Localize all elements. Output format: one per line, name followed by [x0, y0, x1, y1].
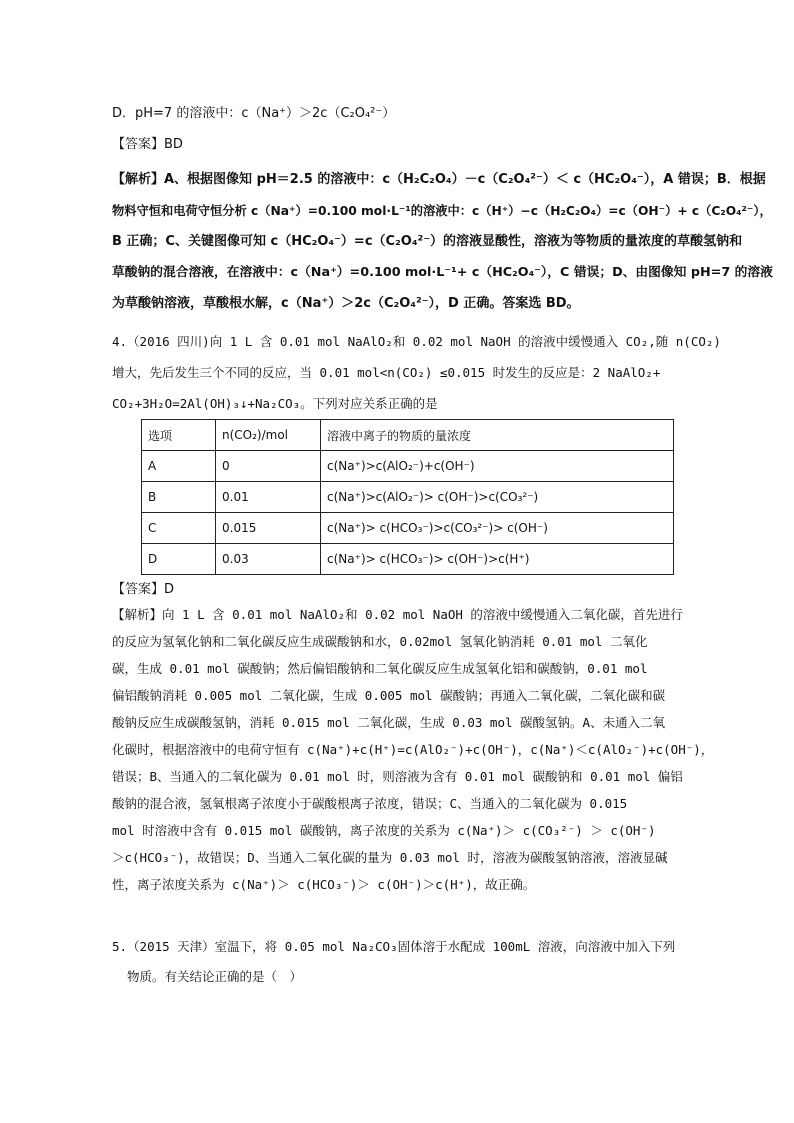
table-cell: 0	[216, 451, 321, 482]
table-cell: D	[142, 544, 216, 575]
q4-analysis-line: ＞c(HCO₃⁻)，故错误；D、当通入二氧化碳的量为 0.03 mol 时，溶液为碳酸氢钠溶液，溶液显碱	[112, 850, 668, 865]
q4-analysis-line: 偏铝酸钠消耗 0.005 mol 二氧化碳，生成 0.005 mol 碳酸钠；再通入二氧化碳，二氧化碳和碳	[112, 688, 666, 703]
q3-analysis-line: 草酸钠的混合溶液，在溶液中：c（Na⁺）=0.100 mol·L⁻¹+ c（HC₂O₄⁻），C 错误；D、由图像知 pH=7 的溶液	[112, 265, 773, 280]
table-row	[142, 451, 674, 482]
table-row	[142, 513, 674, 544]
table-cell: c(Na⁺)> c(HCO₃⁻)> c(OH⁻)>c(H⁺)	[321, 544, 674, 575]
table-cell: c(Na⁺)>c(AlO₂⁻)> c(OH⁻)>c(CO₃²⁻)	[321, 482, 674, 513]
table-cell: 0.01	[216, 482, 321, 513]
q4-options-table	[141, 419, 674, 575]
q4-analysis-line: 【解析】向 1 L 含 0.01 mol NaAlO₂和 0.02 mol NaOH 的溶液中缓慢通入二氧化碳，首先进行	[112, 607, 683, 622]
q5-stem-line: 物质。有关结论正确的是（ ）	[127, 969, 303, 984]
q3-analysis-line: 【解析】A、根据图像知 pH＝2.5 的溶液中：c（H₂C₂O₄）－c（C₂O₄²⁻）＜ c（HC₂O₄⁻），A 错误；B．根据	[112, 172, 766, 187]
table-cell: C	[142, 513, 216, 544]
q3-option-d: D．pH=7 的溶液中：c（Na⁺）＞2c（C₂O₄²⁻）	[112, 106, 396, 121]
q4-answer: 【答案】D	[112, 582, 175, 597]
q4-stem-line: CO₂+3H₂O=2Al(OH)₃↓+Na₂CO₃。下列对应关系正确的是	[112, 396, 438, 411]
q4-analysis-line: 化碳时，根据溶液中的电荷守恒有 c(Na⁺)+c(H⁺)=c(AlO₂⁻)+c(OH⁻)，c(Na⁺)＜c(AlO₂⁻)+c(OH⁻)，	[112, 742, 714, 757]
q4-analysis-line: 错误；B、当通入的二氧化碳为 0.01 mol 时，则溶液为含有 0.01 mol 碳酸钠和 0.01 mol 偏铝	[112, 769, 683, 784]
q3-analysis-line: 物料守恒和电荷守恒分析 c（Na⁺）=0.100 mol·L⁻¹的溶液中：c（H⁺）−c（H₂C₂O₄）=c（OH⁻）+ c（C₂O₄²⁻），	[112, 204, 772, 218]
table-header-cell: 溶液中离子的物质的量浓度	[321, 420, 674, 451]
table-cell: c(Na⁺)> c(HCO₃⁻)>c(CO₃²⁻)> c(OH⁻)	[321, 513, 674, 544]
q5-stem-line: 5.（2015 天津）室温下，将 0.05 mol Na₂CO₃固体溶于水配成 100mL 溶液，向溶液中加入下列	[112, 939, 676, 954]
table-row	[142, 482, 674, 513]
q4-analysis-line: 的反应为氢氧化钠和二氧化碳反应生成碳酸钠和水，0.02mol 氢氧化钠消耗 0.01 mol 二氧化	[112, 634, 648, 649]
q3-analysis-line: 为草酸钠溶液，草酸根水解，c（Na⁺）＞2c（C₂O₄²⁻），D 正确。答案选 BD。	[112, 296, 580, 311]
table-cell: 0.03	[216, 544, 321, 575]
q3-analysis-line: B 正确；C、关键图像可知 c（HC₂O₄⁻）=c（C₂O₄²⁻）的溶液显酸性，溶液为等物质的量浓度的草酸氢钠和	[112, 234, 743, 249]
q4-analysis-line: 酸钠反应生成碳酸氢钠，消耗 0.015 mol 二氧化碳，生成 0.03 mol 碳酸氢钠。A、未通入二氧	[112, 715, 666, 730]
q4-analysis-line: 性，离子浓度关系为 c(Na⁺)＞ c(HCO₃⁻)＞ c(OH⁻)＞c(H⁺)，故正确。	[112, 877, 536, 892]
table-cell: B	[142, 482, 216, 513]
table-header-cell: n(CO₂)/mol	[216, 420, 321, 451]
q4-analysis-line: 碳，生成 0.01 mol 碳酸钠；然后偏铝酸钠和二氧化碳反应生成氢氧化铝和碳酸钠，0.01 mol	[112, 661, 648, 676]
q4-stem-line: 增大，先后发生三个不同的反应，当 0.01 mol<n(CO₂) ≤0.015 时发生的反应是：2 NaAlO₂+	[112, 365, 661, 380]
table-row	[142, 544, 674, 575]
table-cell: c(Na⁺)>c(AlO₂⁻)+c(OH⁻)	[321, 451, 674, 482]
q4-stem-line: 4.（2016 四川)向 1 L 含 0.01 mol NaAlO₂和 0.02 mol NaOH 的溶液中缓慢通入 CO₂,随 n(CO₂)	[112, 334, 721, 349]
table-cell: 0.015	[216, 513, 321, 544]
table-cell: A	[142, 451, 216, 482]
q3-answer: 【答案】BD	[112, 137, 183, 152]
table-header-row	[142, 420, 674, 451]
table-header-cell: 选项	[142, 420, 216, 451]
q4-analysis-line: 酸钠的混合液，氢氧根离子浓度小于碳酸根离子浓度，错误；C、当通入的二氧化碳为 0.015	[112, 796, 628, 811]
q4-analysis-line: mol 时溶液中含有 0.015 mol 碳酸钠，离子浓度的关系为 c(Na⁺)＞ c(CO₃²⁻) ＞ c(OH⁻)	[112, 823, 656, 838]
